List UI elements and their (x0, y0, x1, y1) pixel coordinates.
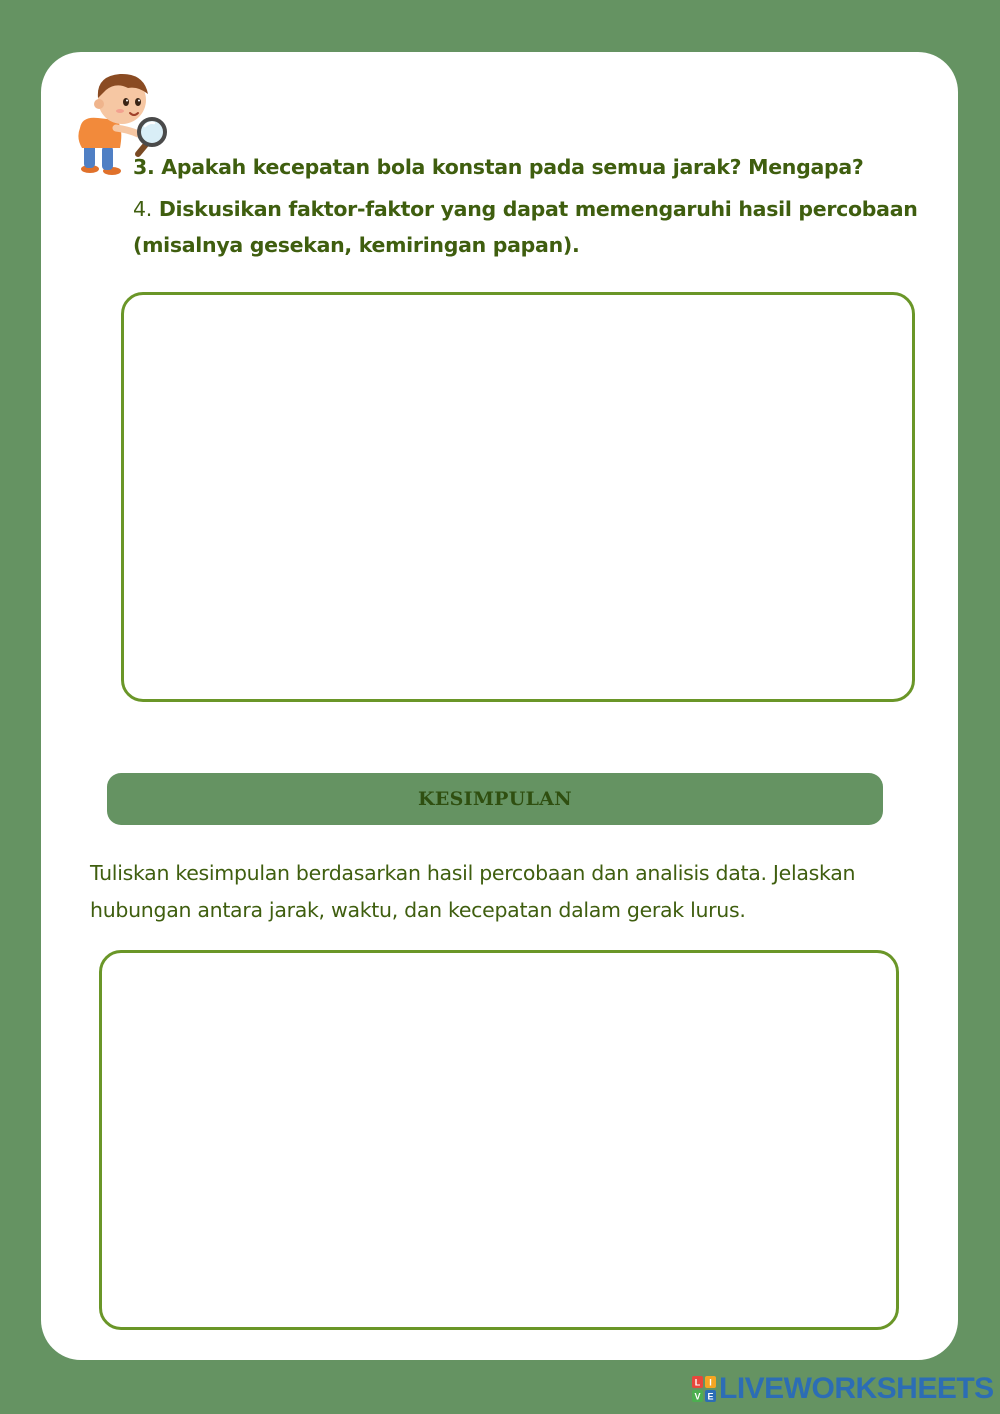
brand-logo-letter: L (694, 1377, 701, 1388)
brand-logo-letter: E (707, 1391, 714, 1402)
liveworksheets-brand[interactable] (692, 1373, 994, 1405)
brand-logo-letter: V (694, 1391, 701, 1402)
section-header-kesimpulan (107, 773, 883, 825)
brand-logo-letter: I (709, 1377, 712, 1388)
question-4 (133, 191, 933, 263)
question-3: 3. Apakah kecepatan bola konstan pada semua jarak? Mengapa? (133, 155, 864, 179)
answer-box-questions[interactable] (121, 292, 915, 702)
question-4-text: Diskusikan faktor-faktor yang dapat memengaruhi hasil percobaan (misalnya gesekan, kemiringan papan). (133, 197, 918, 257)
question-4-number: 4. (133, 197, 152, 221)
conclusion-instruction: Tuliskan kesimpulan berdasarkan hasil percobaan dan analisis data. Jelaskan hubungan antara jarak, waktu, dan kecepatan dalam gerak lurus. (90, 861, 856, 922)
answer-box-conclusion[interactable] (99, 950, 899, 1330)
section-title: KESIMPULAN (418, 788, 572, 810)
liveworksheets-logo-icon (692, 1376, 716, 1402)
brand-name: LIVEWORKSHEETS (719, 1372, 994, 1405)
